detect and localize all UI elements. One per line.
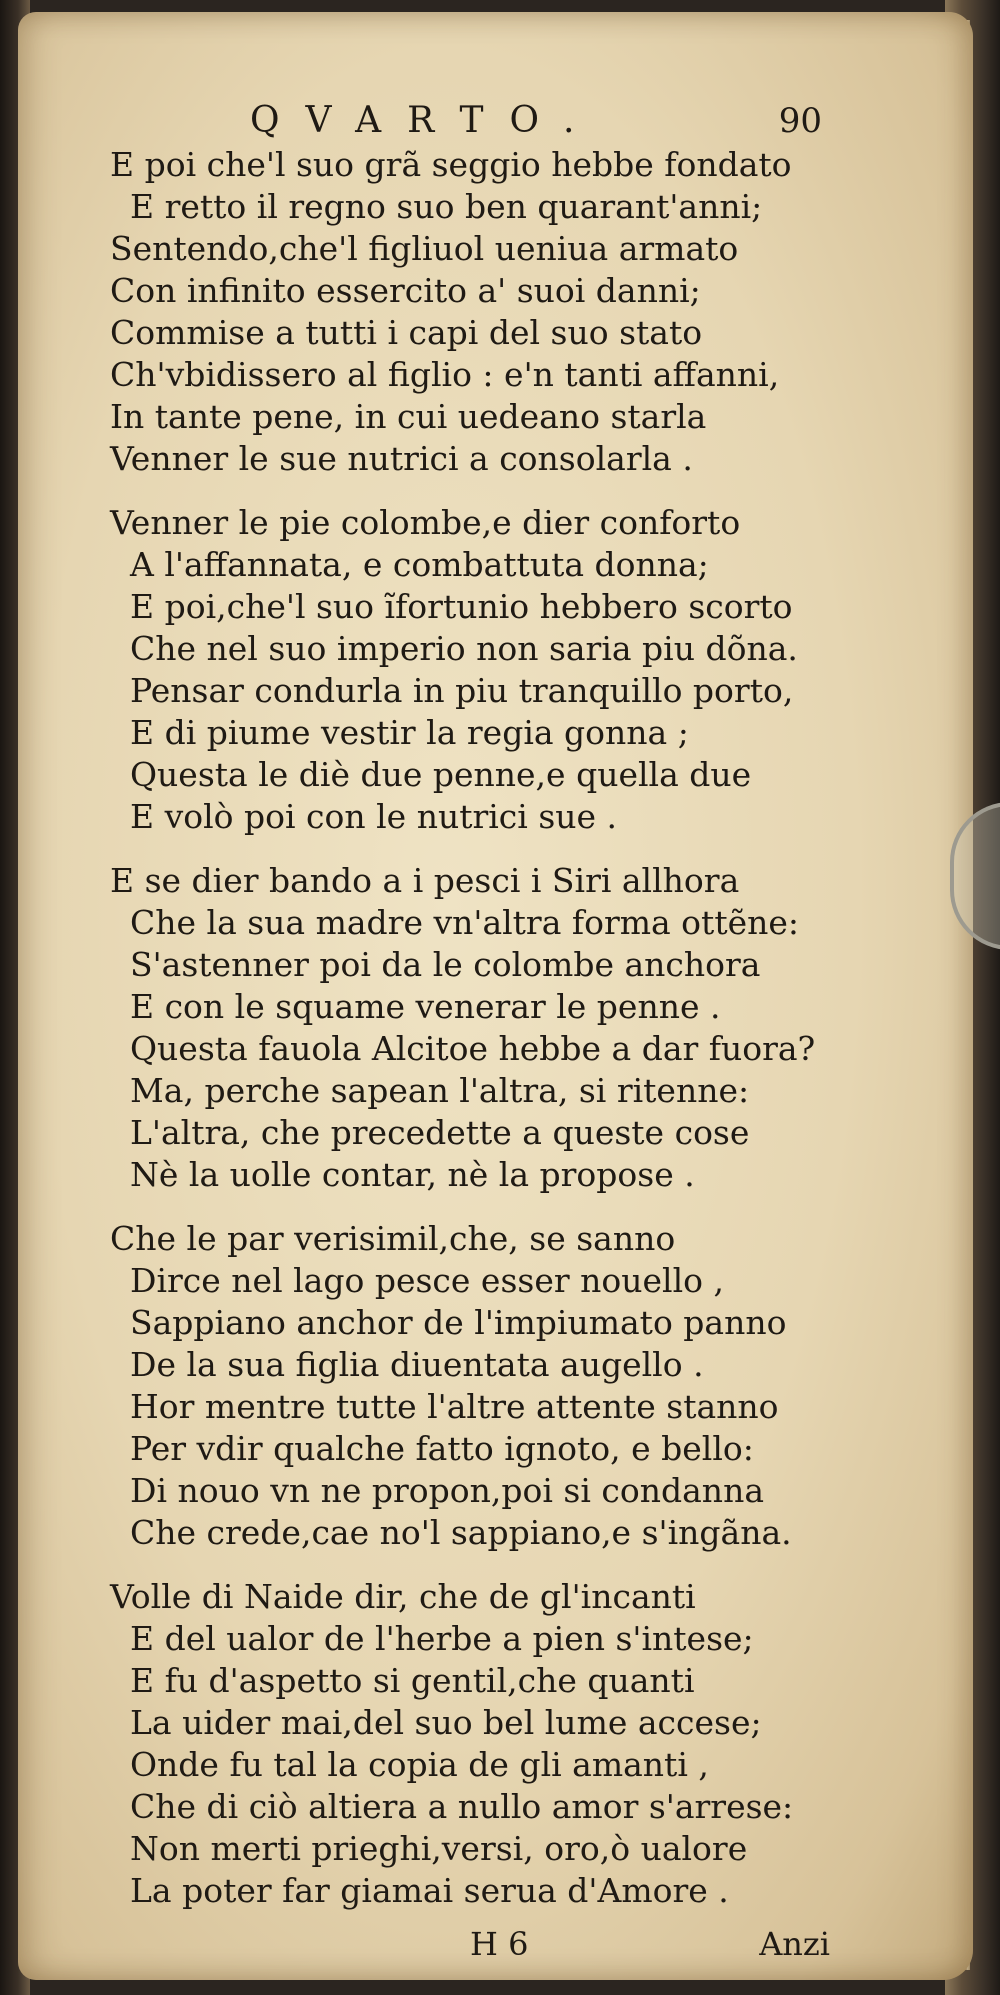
verse-line: La uider mai,del suo bel lume accese; <box>130 1703 762 1742</box>
verse-line: Che crede,cae no'l sappiano,e s'ingãna. <box>130 1513 792 1552</box>
verse-line: E se dier bando a i pesci i Siri allhora <box>110 861 740 900</box>
stanza-3 <box>110 860 830 1196</box>
verse-line: De la sua figlia diuentata augello . <box>130 1345 704 1384</box>
stanza-1 <box>110 144 830 480</box>
verse-line: E di piume vestir la regia gonna ; <box>130 713 689 752</box>
verse-line: In tante pene, in cui uedeano starla <box>110 397 707 436</box>
verse-line: E volò poi con le nutrici sue . <box>130 797 618 836</box>
verse-line: E retto il regno suo ben quarant'anni; <box>130 187 763 226</box>
verse-line: E con le squame venerar le penne . <box>130 987 721 1026</box>
verse-line: Questa le diè due penne,e quella due <box>130 755 752 794</box>
verse-line: Commise a tutti i capi del suo stato <box>110 313 703 352</box>
verse-line: Venner le sue nutrici a consolarla . <box>110 439 693 478</box>
signature-mark: H 6 <box>470 1925 529 1963</box>
verse-line: Ma, perche sapean l'altra, si ritenne: <box>130 1071 750 1110</box>
verse-line: Nè la uolle contar, nè la propose . <box>130 1155 695 1194</box>
verse-line: Per vdir qualche fatto ignoto, e bello: <box>130 1429 754 1468</box>
verse-line: Non merti prieghi,versi, oro,ò ualore <box>130 1829 748 1868</box>
verse-line: Questa fauola Alcitoe hebbe a dar fuora? <box>130 1029 816 1068</box>
verse-line: Ch'vbidissero al figlio : e'n tanti affanni, <box>110 355 780 394</box>
verse-line: Con infinito essercito a' suoi danni; <box>110 271 701 310</box>
verse-line: Che nel suo imperio non saria piu dõna. <box>130 629 798 668</box>
verse-line: Hor mentre tutte l'altre attente stanno <box>130 1387 779 1426</box>
verse-line: Sentendo,che'l figliuol ueniua armato <box>110 229 739 268</box>
verse-line: La poter far giamai serua d'Amore . <box>130 1871 729 1910</box>
page-clip <box>950 802 1000 950</box>
page-text <box>110 98 830 1966</box>
verse-line: Che le par verisimil,che, se sanno <box>110 1219 676 1258</box>
verse-line: E poi,che'l suo ĩfortunio hebbero scorto <box>130 587 793 626</box>
verse-line: L'altra, che precedette a queste cose <box>130 1113 750 1152</box>
verse-line: A l'affannata, e combattuta donna; <box>130 545 709 584</box>
verse-line: E fu d'aspetto si gentil,che quanti <box>130 1661 695 1700</box>
verse-line: Che di ciò altiera a nullo amor s'arrese: <box>130 1787 794 1826</box>
stanza-5 <box>110 1576 830 1912</box>
verse-line: Sappiano anchor de l'impiumato panno <box>130 1303 787 1342</box>
stanza-2 <box>110 502 830 838</box>
verse-line: Onde fu tal la copia de gli amanti , <box>130 1745 709 1784</box>
verse-line: E poi che'l suo grã seggio hebbe fondato <box>110 145 792 184</box>
verse-line: E del ualor de l'herbe a pien s'intese; <box>130 1619 754 1658</box>
stanza-4 <box>110 1218 830 1554</box>
verse-line: Di nouo vn ne propon,poi si condanna <box>130 1471 764 1510</box>
catchword: Anzi <box>759 1925 830 1963</box>
running-header <box>110 98 830 144</box>
verse-line: Dirce nel lago pesce esser nouello , <box>130 1261 724 1300</box>
verse-line: Pensar condurla in piu tranquillo porto, <box>130 671 794 710</box>
page-number: 90 <box>778 101 822 141</box>
page-footer <box>110 1922 830 1966</box>
running-title: QVARTO. <box>250 100 601 141</box>
verse-line: S'astenner poi da le colombe anchora <box>130 945 761 984</box>
verse-line: Venner le pie colombe,e dier conforto <box>110 503 741 542</box>
verse-line: Che la sua madre vn'altra forma ottẽne: <box>130 903 800 942</box>
verse-line: Volle di Naide dir, che de gl'incanti <box>110 1577 696 1616</box>
